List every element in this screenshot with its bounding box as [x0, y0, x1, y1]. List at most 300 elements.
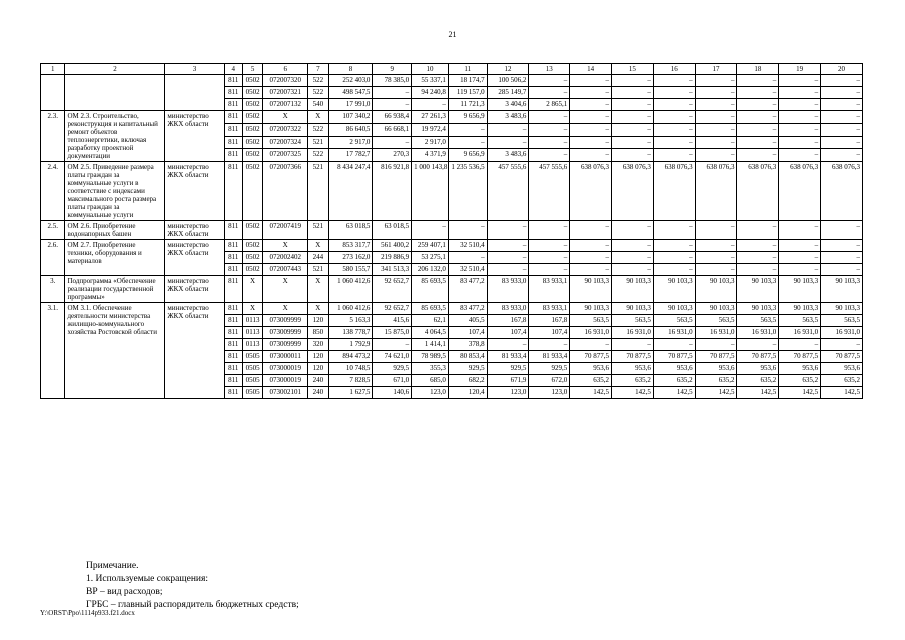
code-cell: 120	[308, 363, 328, 375]
amount-cell: –	[570, 75, 612, 87]
code-cell: Х	[242, 303, 262, 315]
amount-cell: 953,6	[779, 363, 821, 375]
amount-cell: 635,2	[737, 375, 779, 387]
amount-cell: –	[779, 75, 821, 87]
amount-cell: –	[821, 240, 863, 252]
amount-cell: 415,6	[373, 315, 412, 327]
code-cell: Х	[308, 240, 328, 252]
amount-cell: 672,0	[529, 375, 570, 387]
amount-cell: 167,8	[529, 315, 570, 327]
amount-cell: –	[695, 264, 737, 276]
amount-cell: –	[487, 252, 529, 264]
amount-cell: 15 875,0	[373, 327, 412, 339]
amount-cell: 16 931,0	[653, 327, 695, 339]
code-cell: 811	[224, 264, 242, 276]
header-cell: 1	[41, 64, 65, 75]
amount-cell: –	[821, 75, 863, 87]
amount-cell: –	[570, 111, 612, 124]
amount-cell: 142,5	[695, 387, 737, 399]
amount-cell: –	[737, 99, 779, 111]
amount-cell: –	[821, 339, 863, 351]
amount-cell: 498 547,5	[328, 87, 373, 99]
amount-cell: 953,6	[653, 363, 695, 375]
amount-cell: –	[412, 221, 449, 240]
code-cell: 811	[224, 162, 242, 221]
amount-cell: –	[570, 252, 612, 264]
amount-cell: 929,5	[448, 363, 487, 375]
code-cell: 073009999	[263, 315, 308, 327]
amount-cell: 16 931,0	[779, 327, 821, 339]
amount-cell: –	[821, 264, 863, 276]
amount-cell: 17 782,7	[328, 149, 373, 162]
table-row	[41, 221, 863, 240]
amount-cell: 83 477,2	[448, 303, 487, 315]
amount-cell: –	[529, 136, 570, 149]
amount-cell: 66 938,4	[373, 111, 412, 124]
code-cell: 0113	[242, 327, 262, 339]
amount-cell: 90 103,3	[821, 303, 863, 315]
amount-cell: 90 103,3	[779, 303, 821, 315]
amount-cell: –	[653, 339, 695, 351]
code-cell: 073002101	[263, 387, 308, 399]
amount-cell: 953,6	[612, 363, 654, 375]
code-cell: 0502	[242, 75, 262, 87]
amount-cell: –	[570, 87, 612, 99]
code-cell: 0502	[242, 111, 262, 124]
amount-cell: –	[653, 99, 695, 111]
amount-cell: –	[529, 339, 570, 351]
amount-cell: –	[695, 111, 737, 124]
amount-cell: 219 886,9	[373, 252, 412, 264]
amount-cell: –	[487, 264, 529, 276]
code-cell: 0502	[242, 221, 262, 240]
amount-cell: 9 656,9	[448, 111, 487, 124]
measure-name-cell: ОМ 2.6. Приобретение водонапорных башен	[65, 221, 165, 240]
amount-cell: 90 103,3	[570, 303, 612, 315]
amount-cell: –	[695, 136, 737, 149]
amount-cell: 563,5	[653, 315, 695, 327]
amount-cell: –	[487, 136, 529, 149]
amount-cell: –	[612, 252, 654, 264]
amount-cell: 635,2	[821, 375, 863, 387]
amount-cell: –	[612, 264, 654, 276]
amount-cell: 90 103,3	[653, 303, 695, 315]
amount-cell: –	[737, 221, 779, 240]
code-cell: 811	[224, 276, 242, 303]
code-cell: 811	[224, 327, 242, 339]
amount-cell: –	[821, 252, 863, 264]
amount-cell: 953,6	[737, 363, 779, 375]
amount-cell: –	[529, 123, 570, 136]
file-path: Y:\ORST\Ppo\1114p933.f21.docx	[40, 609, 135, 617]
amount-cell: 635,2	[653, 375, 695, 387]
amount-cell: 63 018,5	[328, 221, 373, 240]
code-cell: 522	[308, 75, 328, 87]
code-cell: 0502	[242, 240, 262, 252]
amount-cell: –	[612, 339, 654, 351]
amount-cell: 1 235 536,5	[448, 162, 487, 221]
code-cell: Х	[263, 276, 308, 303]
code-cell: 811	[224, 75, 242, 87]
amount-cell: 107,4	[448, 327, 487, 339]
code-cell: 072002402	[263, 252, 308, 264]
page-number: 21	[448, 30, 457, 39]
code-cell: 521	[308, 136, 328, 149]
code-cell: 120	[308, 315, 328, 327]
amount-cell: –	[570, 136, 612, 149]
amount-cell: –	[737, 87, 779, 99]
header-cell: 6	[263, 64, 308, 75]
amount-cell: 81 933,4	[487, 351, 529, 363]
amount-cell: –	[779, 339, 821, 351]
amount-cell: 55 337,1	[412, 75, 449, 87]
row-number-cell: 3.	[41, 276, 65, 303]
table-row	[41, 75, 863, 87]
header-cell: 14	[570, 64, 612, 75]
row-number-cell: 3.1.	[41, 303, 65, 399]
amount-cell: 92 652,7	[373, 303, 412, 315]
amount-cell: –	[529, 221, 570, 240]
amount-cell: 16 931,0	[570, 327, 612, 339]
amount-cell: –	[779, 123, 821, 136]
amount-cell: –	[779, 252, 821, 264]
amount-cell: –	[695, 149, 737, 162]
amount-cell: 561 400,2	[373, 240, 412, 252]
amount-cell: 635,2	[612, 375, 654, 387]
code-cell: 522	[308, 87, 328, 99]
header-cell: 15	[612, 64, 654, 75]
code-cell: 811	[224, 339, 242, 351]
amount-cell: –	[653, 123, 695, 136]
amount-cell: –	[779, 99, 821, 111]
amount-cell: –	[695, 87, 737, 99]
header-cell: 18	[737, 64, 779, 75]
code-cell: 521	[308, 221, 328, 240]
amount-cell: 270,3	[373, 149, 412, 162]
amount-cell: 457 555,6	[487, 162, 529, 221]
amount-cell: 638 076,3	[570, 162, 612, 221]
header-cell: 3	[165, 64, 224, 75]
code-cell: 811	[224, 99, 242, 111]
amount-cell: –	[653, 111, 695, 124]
amount-cell: 2 917,0	[328, 136, 373, 149]
code-cell: 320	[308, 339, 328, 351]
header-cell: 16	[653, 64, 695, 75]
amount-cell: 70 877,5	[653, 351, 695, 363]
measure-name-cell: ОМ 3.1. Обеспечение деятельности министерства жилищно-коммунального хозяйства Ростовской области	[65, 303, 165, 399]
amount-cell: –	[779, 221, 821, 240]
code-cell: 072007321	[263, 87, 308, 99]
row-number-cell: 2.4.	[41, 162, 65, 221]
code-cell: 0502	[242, 264, 262, 276]
amount-cell: 816 921,8	[373, 162, 412, 221]
code-cell: 811	[224, 387, 242, 399]
amount-cell: –	[412, 99, 449, 111]
amount-cell: –	[779, 264, 821, 276]
amount-cell: 10 748,5	[328, 363, 373, 375]
row-number-cell	[41, 75, 65, 111]
amount-cell: –	[487, 221, 529, 240]
amount-cell: 66 668,1	[373, 123, 412, 136]
header-cell: 10	[412, 64, 449, 75]
responsible-cell: министерство ЖКХ области	[165, 221, 224, 240]
table-row	[41, 240, 863, 252]
amount-cell: –	[695, 240, 737, 252]
code-cell: 811	[224, 375, 242, 387]
notes-title: Примечание.	[86, 561, 139, 571]
notes-line-2: ВР – вид расходов;	[86, 587, 163, 597]
header-cell: 17	[695, 64, 737, 75]
responsible-cell: министерство ЖКХ области	[165, 240, 224, 276]
amount-cell: –	[821, 99, 863, 111]
amount-cell: 1 414,1	[412, 339, 449, 351]
amount-cell: 378,8	[448, 339, 487, 351]
amount-cell: 90 103,3	[821, 276, 863, 303]
table-row	[41, 162, 863, 221]
amount-cell: –	[653, 149, 695, 162]
amount-cell: –	[653, 136, 695, 149]
amount-cell: –	[529, 252, 570, 264]
code-cell: 811	[224, 240, 242, 252]
amount-cell: –	[612, 75, 654, 87]
amount-cell: 894 473,2	[328, 351, 373, 363]
amount-cell: 63 018,5	[373, 221, 412, 240]
header-cell: 20	[821, 64, 863, 75]
amount-cell: –	[779, 240, 821, 252]
amount-cell: 142,5	[821, 387, 863, 399]
header-cell: 9	[373, 64, 412, 75]
amount-cell: 70 877,5	[737, 351, 779, 363]
amount-cell: 11 721,3	[448, 99, 487, 111]
amount-cell: 70 877,5	[779, 351, 821, 363]
notes-line-3: ГРБС – главный распорядитель бюджетных средств;	[86, 600, 299, 610]
measure-name-cell: ОМ 2.5. Приведение размера платы граждан за коммунальные услуги в соответствие с индексами максимального роста размера платы граждан за коммунальные услуги	[65, 162, 165, 221]
amount-cell: –	[570, 123, 612, 136]
amount-cell: 563,5	[821, 315, 863, 327]
amount-cell: 19 972,4	[412, 123, 449, 136]
amount-cell: 90 103,3	[779, 276, 821, 303]
amount-cell: 8 434 247,4	[328, 162, 373, 221]
amount-cell: 81 933,4	[529, 351, 570, 363]
code-cell: 850	[308, 327, 328, 339]
code-cell: Х	[263, 111, 308, 124]
amount-cell: –	[695, 123, 737, 136]
amount-cell: 16 931,0	[821, 327, 863, 339]
amount-cell: 80 853,4	[448, 351, 487, 363]
code-cell: Х	[242, 276, 262, 303]
code-cell: 240	[308, 375, 328, 387]
amount-cell: –	[612, 136, 654, 149]
amount-cell: –	[570, 339, 612, 351]
code-cell: Х	[308, 111, 328, 124]
amount-cell: –	[529, 87, 570, 99]
amount-cell: –	[487, 339, 529, 351]
code-cell: 0505	[242, 375, 262, 387]
code-cell: 522	[308, 123, 328, 136]
amount-cell: –	[653, 75, 695, 87]
code-cell: 522	[308, 149, 328, 162]
table-row	[41, 276, 863, 303]
amount-cell: 142,5	[737, 387, 779, 399]
amount-cell: 7 828,5	[328, 375, 373, 387]
amount-cell: 929,5	[529, 363, 570, 375]
amount-cell: 142,5	[612, 387, 654, 399]
code-cell: 073000019	[263, 375, 308, 387]
amount-cell: 563,5	[737, 315, 779, 327]
amount-cell: –	[612, 87, 654, 99]
code-cell: 073009999	[263, 327, 308, 339]
amount-cell: –	[695, 252, 737, 264]
amount-cell: –	[612, 111, 654, 124]
code-cell: 073000011	[263, 351, 308, 363]
amount-cell: 1 060 412,6	[328, 276, 373, 303]
amount-cell: 853 317,7	[328, 240, 373, 252]
amount-cell: –	[653, 87, 695, 99]
amount-cell: –	[529, 111, 570, 124]
amount-cell: –	[529, 264, 570, 276]
amount-cell: –	[529, 75, 570, 87]
amount-cell: 70 877,5	[612, 351, 654, 363]
amount-cell: 16 931,0	[737, 327, 779, 339]
code-cell: 244	[308, 252, 328, 264]
responsible-cell: министерство ЖКХ области	[165, 111, 224, 162]
amount-cell: –	[373, 339, 412, 351]
amount-cell: 1 060 412,6	[328, 303, 373, 315]
amount-cell: 53 275,1	[412, 252, 449, 264]
amount-cell: –	[737, 240, 779, 252]
code-cell: 0502	[242, 99, 262, 111]
amount-cell: –	[529, 149, 570, 162]
amount-cell: 563,5	[570, 315, 612, 327]
amount-cell: –	[737, 252, 779, 264]
code-cell: 811	[224, 252, 242, 264]
amount-cell: –	[737, 264, 779, 276]
notes-line-1: 1. Используемые сокращения:	[86, 574, 208, 584]
amount-cell: 123,0	[487, 387, 529, 399]
amount-cell: –	[612, 99, 654, 111]
header-cell: 4	[224, 64, 242, 75]
amount-cell: –	[737, 136, 779, 149]
code-cell: 811	[224, 111, 242, 124]
code-cell: 072007320	[263, 75, 308, 87]
amount-cell: –	[821, 87, 863, 99]
amount-cell: 635,2	[695, 375, 737, 387]
amount-cell: –	[653, 252, 695, 264]
amount-cell: –	[653, 264, 695, 276]
amount-cell: 16 931,0	[695, 327, 737, 339]
amount-cell: 92 652,7	[373, 276, 412, 303]
code-cell: 811	[224, 136, 242, 149]
amount-cell: 405,5	[448, 315, 487, 327]
amount-cell: –	[821, 111, 863, 124]
code-cell: 072007443	[263, 264, 308, 276]
amount-cell: –	[570, 221, 612, 240]
code-cell: 0502	[242, 136, 262, 149]
amount-cell: 2 917,0	[412, 136, 449, 149]
amount-cell: 123,0	[529, 387, 570, 399]
amount-cell: 83 933,1	[529, 276, 570, 303]
amount-cell: –	[487, 123, 529, 136]
header-cell: 13	[529, 64, 570, 75]
code-cell: 0113	[242, 315, 262, 327]
amount-cell: 83 933,1	[529, 303, 570, 315]
amount-cell: 341 513,3	[373, 264, 412, 276]
amount-cell: –	[612, 221, 654, 240]
header-cell: 11	[448, 64, 487, 75]
code-cell: 0502	[242, 149, 262, 162]
amount-cell: 85 693,5	[412, 303, 449, 315]
amount-cell: 638 076,3	[695, 162, 737, 221]
amount-cell: 3 483,6	[487, 149, 529, 162]
amount-cell: –	[373, 136, 412, 149]
amount-cell: 78 989,5	[412, 351, 449, 363]
amount-cell: –	[779, 87, 821, 99]
row-number-cell: 2.6.	[41, 240, 65, 276]
amount-cell: 638 076,3	[821, 162, 863, 221]
row-number-cell: 2.3.	[41, 111, 65, 162]
amount-cell: –	[821, 136, 863, 149]
amount-cell: 18 174,7	[448, 75, 487, 87]
amount-cell: 167,8	[487, 315, 529, 327]
header-cell: 7	[308, 64, 328, 75]
code-cell: 072007419	[263, 221, 308, 240]
budget-table	[40, 63, 863, 399]
amount-cell: 563,5	[612, 315, 654, 327]
amount-cell: 953,6	[570, 363, 612, 375]
amount-cell: –	[612, 240, 654, 252]
amount-cell: –	[570, 149, 612, 162]
amount-cell: 107 340,2	[328, 111, 373, 124]
measure-name-cell: ОМ 2.7. Приобретение техники, оборудования и материалов	[65, 240, 165, 276]
amount-cell: 206 132,0	[412, 264, 449, 276]
amount-cell: 85 693,5	[412, 276, 449, 303]
amount-cell: 929,5	[487, 363, 529, 375]
amount-cell: –	[821, 149, 863, 162]
amount-cell: 94 240,8	[412, 87, 449, 99]
amount-cell: 285 149,7	[487, 87, 529, 99]
amount-cell: 638 076,3	[612, 162, 654, 221]
measure-name-cell	[65, 75, 165, 111]
amount-cell: 70 877,5	[821, 351, 863, 363]
header-cell: 8	[328, 64, 373, 75]
amount-cell: 17 991,0	[328, 99, 373, 111]
amount-cell: 142,5	[570, 387, 612, 399]
code-cell: 811	[224, 351, 242, 363]
code-cell: 811	[224, 315, 242, 327]
code-cell: 0505	[242, 351, 262, 363]
amount-cell: 671,9	[487, 375, 529, 387]
code-cell: 240	[308, 387, 328, 399]
code-cell: 811	[224, 87, 242, 99]
code-cell: Х	[263, 240, 308, 252]
amount-cell: –	[695, 99, 737, 111]
amount-cell: –	[373, 87, 412, 99]
amount-cell: 3 483,6	[487, 111, 529, 124]
amount-cell: 107,4	[529, 327, 570, 339]
amount-cell: 3 404,6	[487, 99, 529, 111]
code-cell: 073009999	[263, 339, 308, 351]
amount-cell: –	[448, 136, 487, 149]
amount-cell: 78 385,0	[373, 75, 412, 87]
code-cell: 072007322	[263, 123, 308, 136]
amount-cell: –	[373, 99, 412, 111]
amount-cell: –	[737, 149, 779, 162]
amount-cell: –	[570, 264, 612, 276]
amount-cell: 685,0	[412, 375, 449, 387]
amount-cell: 138 778,7	[328, 327, 373, 339]
amount-cell: 142,5	[653, 387, 695, 399]
amount-cell: 635,2	[779, 375, 821, 387]
